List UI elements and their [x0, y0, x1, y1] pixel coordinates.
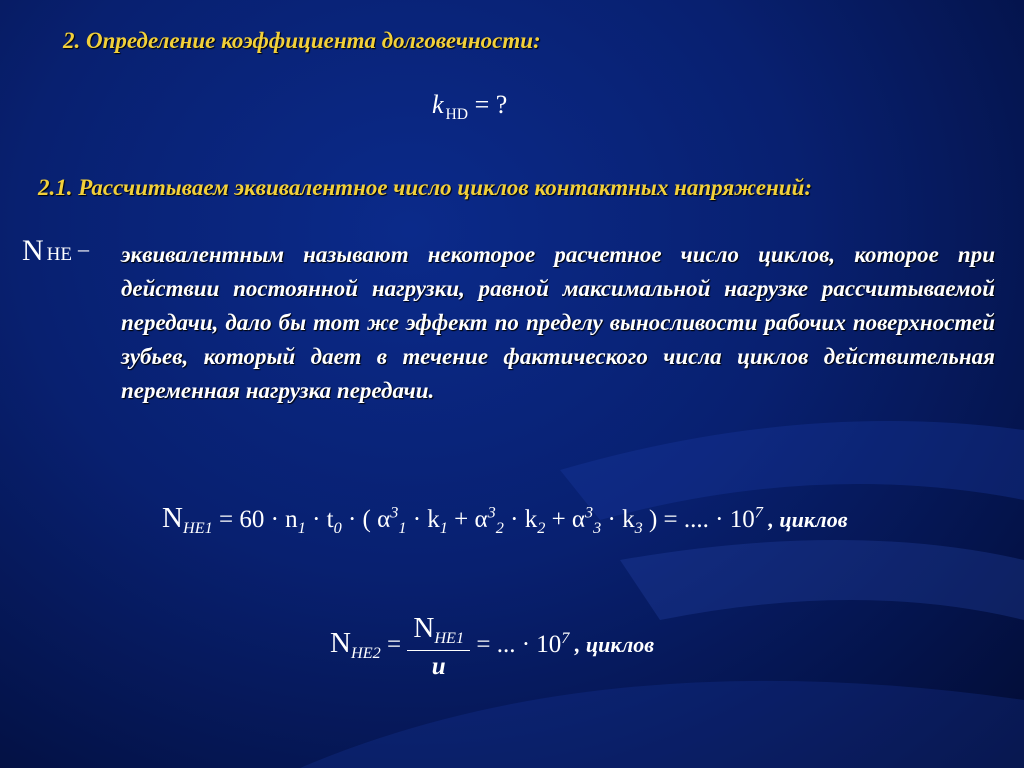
f1-k3: · k — [601, 506, 635, 533]
nhe-sub: HE — [46, 244, 72, 265]
f2-fraction — [407, 612, 470, 681]
f1-lhs-sub: HE1 — [182, 519, 213, 537]
f2-unit: , циклов — [569, 632, 655, 658]
f1-k1-sub: 1 — [439, 519, 448, 537]
section-heading-durability: 2. Определение коэффициента долговечности: — [63, 28, 541, 53]
f2-exp: 7 — [561, 628, 570, 647]
f1-lhs-n: N — [162, 502, 183, 534]
f1-n-sub: 1 — [297, 519, 306, 537]
f1-plus-a2: + α — [447, 506, 488, 533]
f1-close: ) = .... · 10 — [642, 506, 755, 533]
section-heading-equivalent-cycles: 2.1. Рассчитываем эквивалентное число циклов контактных напряжений: — [38, 175, 813, 200]
f1-a3-sup: 3 — [585, 503, 594, 522]
formula-nhe2 — [330, 612, 654, 681]
f1-rhs: = 60 · n — [219, 506, 298, 533]
khd-k: k — [432, 90, 444, 119]
f1-a1-sub: 1 — [398, 519, 407, 537]
f1-a3-sub: 3 — [593, 519, 602, 537]
f1-k2-sub: 2 — [537, 519, 546, 537]
f2-numerator — [407, 612, 470, 651]
f1-k3-sub: 3 — [634, 519, 643, 537]
f2-lhs-sub: HE2 — [350, 644, 381, 663]
f2-num-n: N — [413, 612, 435, 644]
f2-num-sub: HE1 — [434, 629, 465, 647]
khd-sub: HD — [445, 106, 469, 124]
f2-lhs-n: N — [330, 627, 351, 660]
f2-denominator: u — [431, 653, 446, 680]
nhe-n: N — [22, 234, 44, 267]
f1-open: · ( α — [341, 506, 391, 533]
f1-a1-sup: 3 — [390, 503, 399, 522]
f1-k1: · k — [406, 506, 440, 533]
f1-t: · t — [305, 506, 334, 533]
f2-rhs: = ... · 10 — [470, 631, 562, 659]
f1-a2-sub: 2 — [495, 519, 504, 537]
f1-unit: , циклов — [762, 507, 848, 532]
f1-k2: · k — [503, 506, 538, 533]
formula-nhe1 — [162, 502, 848, 538]
f2-eq: = — [380, 631, 408, 659]
nhe-dash: – — [78, 236, 89, 261]
formula-khd — [432, 90, 507, 124]
f1-t-sub: 0 — [333, 519, 342, 537]
f1-plus-a3: + α — [545, 506, 586, 533]
nhe-definition: эквивалентным называют некоторое расчетное число циклов, которое при действии постоянной нагрузки, равной максимальной нагрузке рассчитываемой передачи, дало бы тот же эффект по пределу выносливости рабочих поверхностей зубьев, который дает в течение фактического числа циклов действительная переменная нагрузка передачи. — [121, 242, 995, 403]
nhe-term — [22, 234, 89, 268]
f1-exp: 7 — [754, 503, 763, 522]
f1-a2-sup: 3 — [487, 503, 496, 522]
khd-rest: = ? — [468, 90, 508, 119]
